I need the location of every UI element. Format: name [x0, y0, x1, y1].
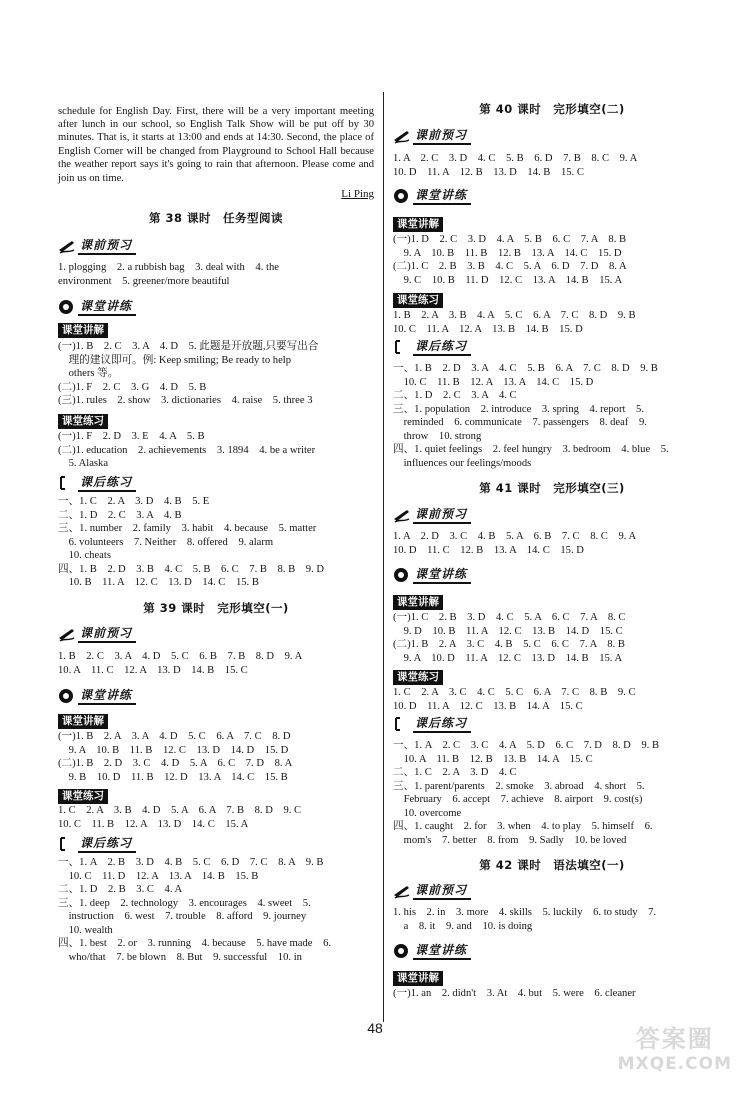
section-tag [393, 667, 711, 685]
answer-line: 一、1. A 2. C 3. C 4. A 5. D 6. C 7. D 8. D 9. B [393, 740, 660, 751]
page-number: 48 [367, 1020, 383, 1036]
banner-label: 课堂讲练 [78, 299, 136, 316]
lesson-40-after-answers [393, 362, 711, 470]
answer-line: 10. C 11. D 12. A 13. A 14. B 15. B [58, 870, 259, 882]
banner-label: 课前预习 [78, 238, 136, 255]
bracket-icon [58, 475, 76, 491]
answer-line: 1. C 2. A 3. B 4. D 5. A 6. A 7. B 8. D 9. C [58, 805, 302, 816]
circle-badge-icon [58, 688, 76, 704]
answer-line: 四、1. best 2. or 3. running 4. because 5. have made 6. [58, 938, 332, 949]
tag-label: 课堂讲解 [58, 323, 108, 338]
answer-line: (二)1. C 2. B 3. B 4. C 5. A 6. D 7. D 8. A [393, 261, 627, 272]
answer-line: 一、1. B 2. D 3. A 4. C 5. B 6. A 7. C 8. D 9. B [393, 363, 658, 374]
lesson-41-title: 第 41 课时 完形填空(三) [479, 481, 625, 495]
lesson-41-after-answers [393, 739, 711, 847]
answer-line: others 等。 [58, 368, 119, 379]
banner-label: 课后练习 [413, 716, 471, 733]
answer-line: 1. plogging 2. a rubbish bag 3. deal with 4. the [58, 262, 279, 273]
answer-line: 10. cheats [58, 550, 111, 561]
answer-line: 9. A 10. B 11. B 12. B 13. A 14. C 15. D [393, 247, 622, 259]
answer-line: who/that 7. be blown 8. But 9. successful 10. in [58, 951, 302, 963]
answer-line: 三、1. deep 2. technology 3. encourages 4. sweet 5. [58, 897, 311, 909]
answer-line: mom's 7. better 8. from 9. Sadly 10. be loved [393, 834, 627, 846]
tag-label: 课堂讲解 [393, 971, 443, 986]
class-practice-banner [393, 941, 711, 961]
watermark-line1: 答案圈 [635, 1025, 714, 1053]
lesson-38-class-answers [58, 340, 374, 408]
tag-label: 课堂练习 [393, 670, 443, 685]
answer-line: environment 5. greener/more beautiful [58, 275, 230, 287]
answer-line: 四、1. quiet feelings 2. feel hungry 3. bedroom 4. blue 5. [393, 444, 669, 455]
banner-label: 课前预习 [413, 883, 471, 900]
answer-line: 6. volunteers 7. Neither 8. offered 9. alarm [58, 536, 274, 548]
banner-label: 课前预习 [78, 626, 136, 643]
answer-line: 1. C 2. A 3. C 4. C 5. C 6. A 7. C 8. B 9. C [393, 687, 636, 698]
circle-badge-icon [58, 299, 76, 315]
answer-line: 1. B 2. C 3. A 4. D 5. C 6. B 7. B 8. D 9. A [58, 651, 303, 662]
lesson-41-practice-answers [393, 686, 711, 713]
circle-badge-icon [393, 188, 411, 204]
pre-study-banner [58, 624, 374, 644]
answer-line: 10. C 11. A 12. A 13. B 14. B 15. D [393, 323, 583, 335]
bracket-icon [58, 836, 76, 852]
answer-line: (二)1. education 2. achievements 3. 1894 4. be a writer [58, 444, 316, 456]
banner-label: 课堂讲练 [413, 943, 471, 960]
banner-label: 课后练习 [78, 836, 136, 853]
lesson-38-title: 第 38 课时 任务型阅读 [148, 211, 283, 225]
answer-line: (二)1. F 2. C 3. G 4. D 5. B [58, 381, 207, 393]
answer-line: 5. Alaska [58, 458, 109, 469]
answer-line: 二、1. D 2. C 3. A 4. B [58, 509, 182, 521]
watermark-logo [618, 1019, 732, 1074]
answer-line: 四、1. B 2. D 3. B 4. C 5. B 6. C 7. B 8. B 9. D [58, 563, 325, 575]
after-class-banner [58, 473, 374, 493]
class-practice-banner [58, 297, 374, 317]
section-tag [393, 214, 711, 232]
answer-line: 10. A 11. B 12. B 13. B 14. A 15. C [393, 753, 593, 765]
lesson-38-after-answers [58, 495, 374, 590]
answer-line: throw 10. strong [393, 430, 482, 442]
intro-text: schedule for English Day. First, there will be a very important meeting after lunch in our school, so English Talk Show will be put off by 30 minutes. That is, it starts at 13:00 and ends at 14:30. Second, the place of English Corner will be changed from Playground to School Hall because the weather report says it's going to rain that afternoon. Please come and join us on time. [58, 105, 374, 184]
answer-line: influences our feelings/moods [393, 457, 532, 469]
class-practice-banner [393, 186, 711, 206]
column-divider [383, 92, 384, 1022]
answer-line: 三、1. parent/parents 2. smoke 3. abroad 4. short 5. [393, 780, 645, 792]
answer-line: 三、1. population 2. introduce 3. spring 4. report 5. [393, 403, 644, 415]
banner-label: 课后练习 [413, 339, 471, 356]
signature-text: Li Ping [341, 188, 374, 200]
circle-badge-icon [393, 567, 411, 583]
lesson-38-pre-answers [58, 261, 374, 288]
answer-line: (一)1. D 2. C 3. D 4. A 5. B 6. C 7. A 8. B [393, 234, 627, 245]
answer-line: 10. C 11. B 12. A 13. D 14. C 15. A [58, 818, 249, 830]
lesson-42-title: 第 42 课时 语法填空(一) [479, 858, 625, 872]
after-class-banner [393, 714, 711, 734]
lesson-41-pre-answers [393, 530, 711, 557]
section-tag [393, 290, 711, 308]
intro-paragraph [58, 94, 374, 196]
answer-line: a 8. it 9. and 10. is doing [393, 920, 533, 932]
section-tag [393, 968, 711, 986]
answer-line: 理的建议即可。例: Keep smiling; Be ready to help [58, 354, 292, 366]
answer-line: 二、1. C 2. A 3. D 4. C [393, 767, 517, 778]
answer-line: 10. D 11. A 12. C 13. B 14. A 15. C [393, 700, 583, 712]
answer-line: 一、1. A 2. B 3. D 4. B 5. C 6. D 7. C 8. A 9. B [58, 857, 324, 868]
lesson-42-class-answers [393, 987, 711, 1001]
lesson-40-pre-answers [393, 152, 711, 179]
banner-label: 课前预习 [413, 507, 471, 524]
lesson-38-practice-answers [58, 430, 374, 471]
answer-line: instruction 6. west 7. trouble 8. afford 9. journey [58, 911, 307, 922]
answer-line: 10. D 11. A 12. B 13. D 14. B 15. C [393, 166, 584, 178]
pre-study-banner [393, 881, 711, 901]
answer-line: 10. B 11. A 12. C 13. D 14. C 15. B [58, 577, 259, 588]
lesson-39-class-answers [58, 730, 374, 784]
pre-study-banner [58, 236, 374, 256]
bracket-icon [393, 339, 411, 355]
answer-line: 二、1. D 2. B 3. C 4. A [58, 884, 183, 895]
pen-icon [58, 626, 76, 642]
pre-study-banner [393, 505, 711, 525]
class-practice-banner [393, 565, 711, 585]
tag-label: 课堂练习 [58, 414, 108, 429]
answer-line: 1. A 2. C 3. D 4. C 5. B 6. D 7. B 8. C 9. A [393, 153, 638, 164]
after-class-banner [393, 337, 711, 357]
answer-line: 1. A 2. D 3. C 4. B 5. A 6. B 7. C 8. C 9. A [393, 531, 637, 542]
lesson-40-practice-answers [393, 309, 711, 336]
circle-badge-icon [393, 943, 411, 959]
answer-line: 1. B 2. A 3. B 4. A 5. C 6. A 7. C 8. D 9. B [393, 310, 636, 321]
banner-label: 课前预习 [413, 128, 471, 145]
answer-line: (二)1. B 2. A 3. C 4. B 5. C 6. C 7. A 8. B [393, 639, 625, 650]
tag-label: 课堂讲解 [393, 217, 443, 232]
answer-line: (二)1. B 2. D 3. C 4. D 5. A 6. C 7. D 8. A [58, 758, 293, 769]
signature [58, 188, 374, 200]
after-class-banner [58, 834, 374, 854]
answer-line: (一)1. B 2. C 3. A 4. D 5. 此题是开放题,只要写出合 [58, 341, 319, 352]
answer-line: (三)1. rules 2. show 3. dictionaries 4. raise 5. three 3 [58, 395, 313, 406]
lesson-39-title: 第 39 课时 完形填空(一) [143, 601, 289, 615]
answer-line: February 6. accept 7. achieve 8. airport 9. cost(s) [393, 794, 643, 805]
bracket-icon [393, 716, 411, 732]
answer-line: 一、1. C 2. A 3. D 4. B 5. E [58, 496, 210, 507]
tag-label: 课堂讲解 [393, 595, 443, 610]
class-practice-banner [58, 686, 374, 706]
tag-label: 课堂练习 [393, 293, 443, 308]
answer-line: reminded 6. communicate 7. passengers 8. deaf 9. [393, 417, 647, 428]
lesson-40-class-answers [393, 233, 711, 287]
answer-line: 10. A 11. C 12. A 13. D 14. B 15. C [58, 664, 248, 676]
answer-line: (一)1. an 2. didn't 3. At 4. but 5. were 6. cleaner [393, 988, 636, 999]
lesson-40-title: 第 40 课时 完形填空(二) [479, 102, 625, 116]
answer-line: 四、1. caught 2. for 3. when 4. to play 5. himself 6. [393, 821, 653, 832]
lesson-39-after-answers [58, 856, 374, 964]
section-tag [58, 411, 374, 429]
lesson-39-practice-answers [58, 804, 374, 831]
section-tag [58, 711, 374, 729]
answer-line: 10. wealth [58, 924, 113, 936]
answer-line: 9. B 10. D 11. B 12. D 13. A 14. C 15. B [58, 771, 288, 783]
answer-line: 10. overcome [393, 807, 462, 819]
tag-label: 课堂讲解 [58, 714, 108, 729]
banner-label: 课堂讲练 [78, 688, 136, 705]
answer-line: (一)1. C 2. B 3. D 4. C 5. A 6. C 7. A 8. C [393, 612, 626, 623]
answer-line: 9. A 10. B 11. B 12. C 13. D 14. D 15. D [58, 744, 289, 756]
answer-line: (一)1. B 2. A 3. A 4. D 5. C 6. A 7. C 8. D [58, 731, 291, 742]
watermark-line2: MXQE.COM [617, 1054, 732, 1074]
tag-label: 课堂练习 [58, 789, 108, 804]
answer-line: (一)1. F 2. D 3. E 4. A 5. B [58, 431, 205, 442]
section-tag [58, 786, 374, 804]
banner-label: 课堂讲练 [413, 188, 471, 205]
section-tag [58, 320, 374, 338]
section-tag [393, 592, 711, 610]
answer-line: 9. D 10. B 11. A 12. C 13. B 14. D 15. C [393, 625, 623, 637]
answer-line: 二、1. D 2. C 3. A 4. C [393, 390, 517, 401]
pen-icon [58, 238, 76, 254]
lesson-41-class-answers [393, 611, 711, 665]
pen-icon [393, 507, 411, 523]
lesson-39-pre-answers [58, 650, 374, 677]
lesson-42-pre-answers [393, 906, 711, 933]
answer-line: 9. C 10. B 11. D 12. C 13. A 14. B 15. A [393, 274, 623, 286]
answer-line: 9. A 10. D 11. A 12. C 13. D 14. B 15. A [393, 652, 623, 664]
answer-line: 10. D 11. C 12. B 13. A 14. C 15. D [393, 544, 584, 556]
answer-line: 三、1. number 2. family 3. habit 4. because 5. matter [58, 523, 317, 534]
pen-icon [393, 128, 411, 144]
answer-line: 1. his 2. in 3. more 4. skills 5. luckily 6. to study 7. [393, 907, 657, 918]
pen-icon [393, 883, 411, 899]
banner-label: 课堂讲练 [413, 567, 471, 584]
answer-line: 10. C 11. B 12. A 13. A 14. C 15. D [393, 376, 594, 388]
pre-study-banner [393, 126, 711, 146]
banner-label: 课后练习 [78, 475, 136, 492]
